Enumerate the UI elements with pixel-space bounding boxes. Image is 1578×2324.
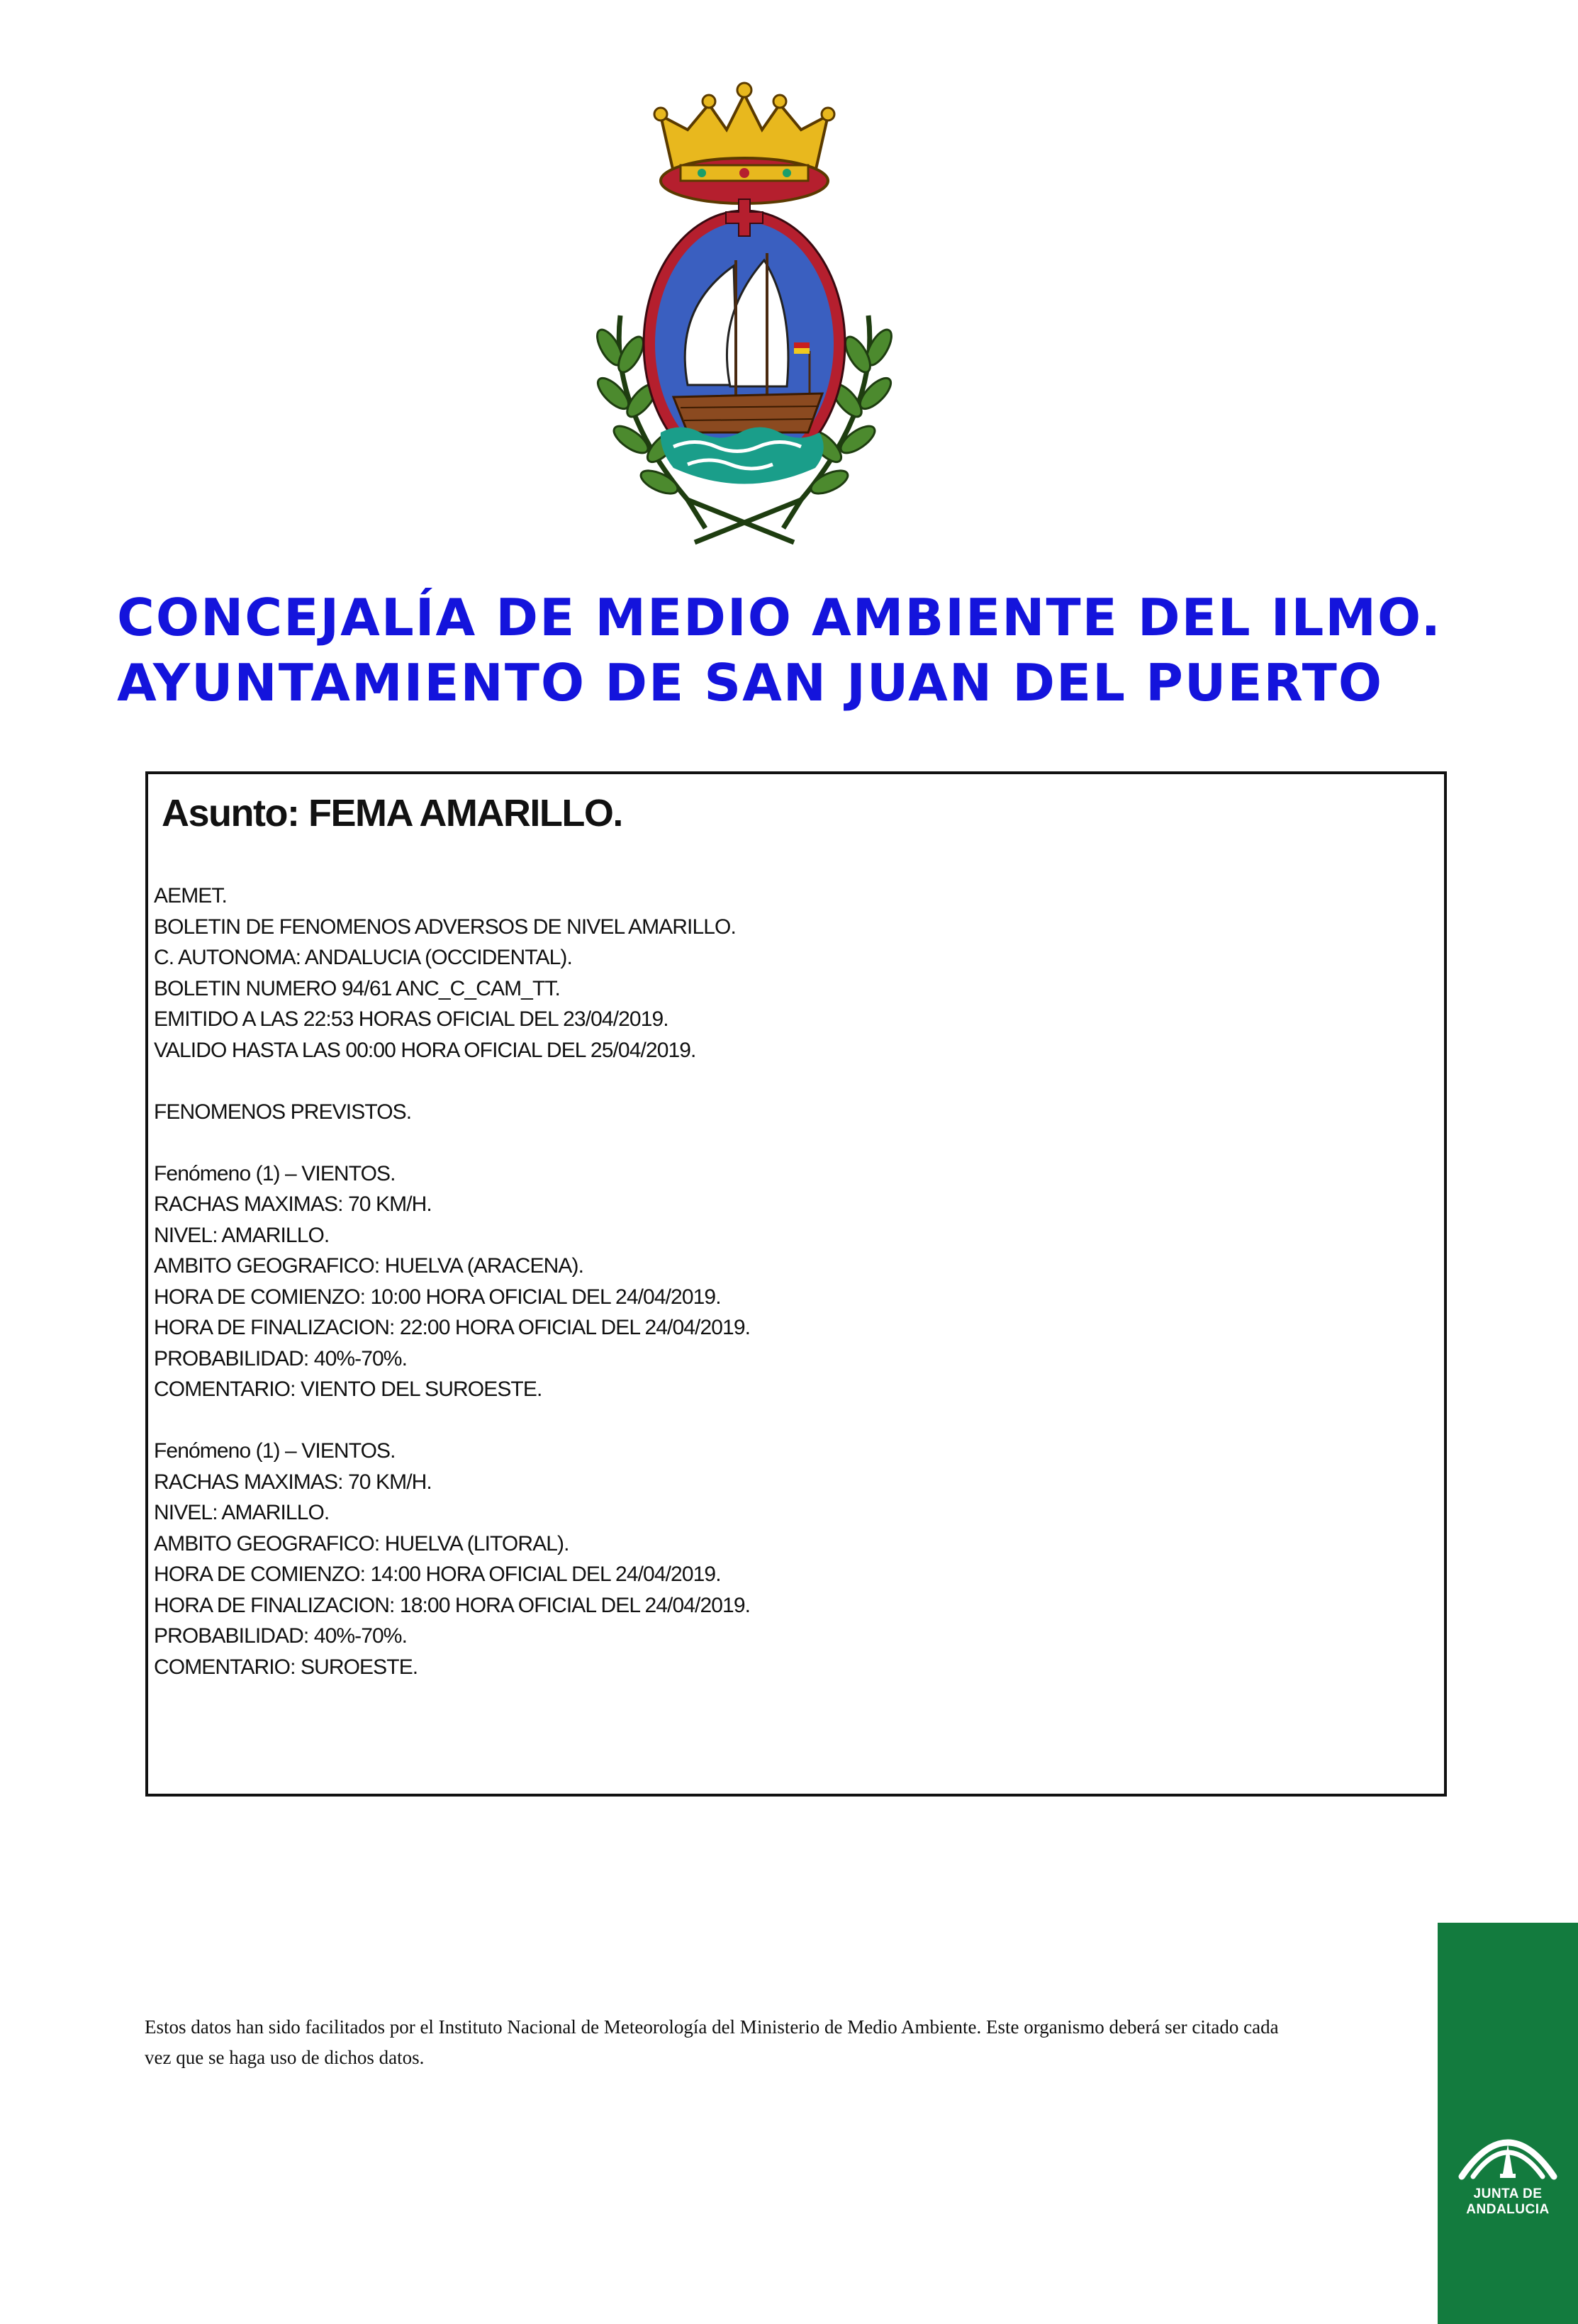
bulletin-line: RACHAS MAXIMAS: 70 KM/H. <box>154 1192 432 1216</box>
subject-heading: Asunto: FEMA AMARILLO. <box>162 792 622 834</box>
bulletin-line: VALIDO HASTA LAS 00:00 HORA OFICIAL DEL 25/04/2019. <box>154 1038 696 1062</box>
bulletin-line <box>154 1405 1430 1436</box>
note-line: vez que se haga uso de dichos datos. <box>145 2047 425 2068</box>
bulletin-line: NIVEL: AMARILLO. <box>154 1223 330 1247</box>
bulletin-line: RACHAS MAXIMAS: 70 KM/H. <box>154 1470 432 1494</box>
bulletin-line: Fenómeno (1) – VIENTOS. <box>154 1161 396 1185</box>
note-line: Estos datos han sido facilitados por el Instituto Nacional de Meteorología del Ministerio de Medio Ambiente. Este organismo deberá ser citado cada <box>145 2016 1279 2038</box>
bulletin-line: COMENTARIO: SUROESTE. <box>154 1655 418 1679</box>
bulletin-line: Fenómeno (1) – VIENTOS. <box>154 1439 396 1463</box>
bulletin-line: COMENTARIO: VIENTO DEL SUROESTE. <box>154 1378 542 1401</box>
junta-de-andalucia-logo <box>1438 1923 1578 2324</box>
bulletin-line: EMITIDO A LAS 22:53 HORAS OFICIAL DEL 23/04/2019. <box>154 1007 668 1031</box>
bulletin-line: HORA DE COMIENZO: 14:00 HORA OFICIAL DEL 24/04/2019. <box>154 1563 721 1586</box>
bulletin-line <box>154 1127 1430 1158</box>
bulletin-line: FENOMENOS PREVISTOS. <box>154 1100 412 1124</box>
bulletin-line: HORA DE FINALIZACION: 18:00 HORA OFICIAL DEL 24/04/2019. <box>154 1593 751 1617</box>
bulletin-line: BOLETIN DE FENOMENOS ADVERSOS DE NIVEL AMARILLO. <box>154 915 736 939</box>
bulletin-line: PROBABILIDAD: 40%-70%. <box>154 1346 408 1370</box>
bulletin-line: NIVEL: AMARILLO. <box>154 1501 330 1524</box>
coat-of-arms-icon <box>581 74 907 546</box>
bulletin-line: AMBITO GEOGRAFICO: HUELVA (ARACENA). <box>154 1254 584 1278</box>
crown-icon <box>654 83 834 203</box>
bulletin-line: PROBABILIDAD: 40%-70%. <box>154 1624 408 1648</box>
bulletin-line: C. AUTONOMA: ANDALUCIA (OCCIDENTAL). <box>154 946 572 969</box>
bulletin-box <box>145 771 1447 1797</box>
shield-icon <box>644 199 845 484</box>
title-line: AYUNTAMIENTO DE SAN JUAN DEL PUERTO <box>117 653 1384 713</box>
bulletin-line <box>154 1066 1430 1097</box>
bulletin-line: HORA DE COMIENZO: 10:00 HORA OFICIAL DEL 24/04/2019. <box>154 1285 721 1309</box>
title-line: CONCEJALÍA DE MEDIO AMBIENTE DEL ILMO. <box>117 588 1443 647</box>
bulletin-line: BOLETIN NUMERO 94/61 ANC_C_CAM_TT. <box>154 976 560 1000</box>
bulletin-line: AEMET. <box>154 884 227 907</box>
bulletin-line: HORA DE FINALIZACION: 22:00 HORA OFICIAL DEL 24/04/2019. <box>154 1316 751 1339</box>
page-title <box>117 585 1521 715</box>
bulletin-body <box>154 881 1430 1682</box>
bulletin-line: AMBITO GEOGRAFICO: HUELVA (LITORAL). <box>154 1531 569 1555</box>
junta-label: JUNTA DE ANDALUCIA <box>1466 2186 1550 2217</box>
data-source-note <box>145 2012 1279 2073</box>
